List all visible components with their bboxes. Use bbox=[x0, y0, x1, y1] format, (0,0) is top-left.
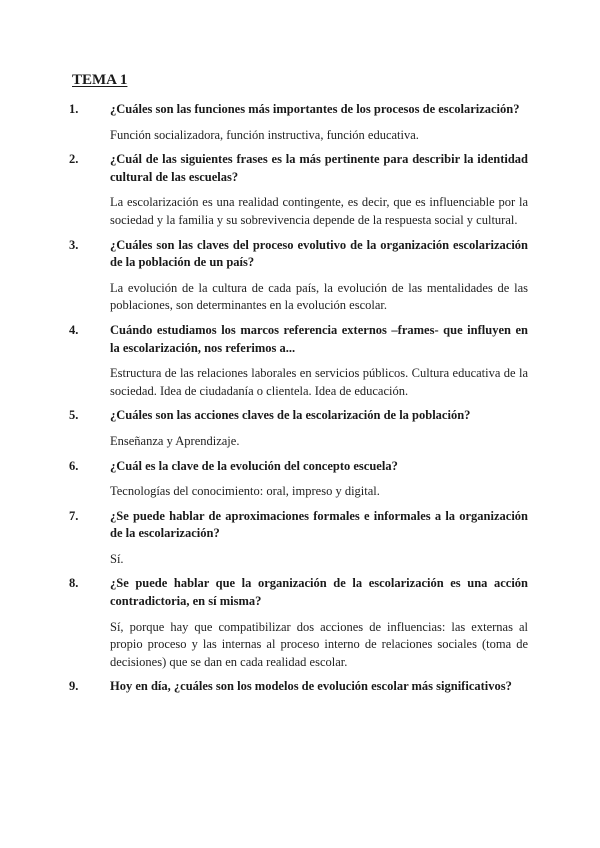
question-text: ¿Cuál de las siguientes frases es la más pertinente para describir la identidad cultural de las escuelas? bbox=[110, 152, 528, 184]
answer-text: La evolución de la cultura de cada país, la evolución de las mentalidades de las poblaciones, son determinantes en la evolución escolar. bbox=[110, 280, 528, 313]
page-title: TEMA 1 bbox=[72, 72, 128, 88]
question-number: 5. bbox=[69, 408, 79, 423]
answer-text: Sí, porque hay que compatibilizar dos acciones de influencias: las externas al propio proceso y las internas al proceso interno de relaciones sociales (toma de decisiones) que se dan en cada realidad escolar. bbox=[110, 619, 528, 669]
question-item-3 bbox=[69, 237, 528, 315]
question-item-1 bbox=[69, 101, 528, 144]
question-item-6 bbox=[69, 458, 528, 501]
question-item-8 bbox=[69, 575, 528, 671]
answer-text: Tecnologías del conocimiento: oral, impreso y digital. bbox=[110, 484, 380, 499]
question-item-2 bbox=[69, 151, 528, 229]
question-text: Cuándo estudiamos los marcos referencia externos –frames- que influyen en la escolarización, nos referimos a... bbox=[110, 322, 528, 355]
answer-text: Función socializadora, función instructiva, función educativa. bbox=[110, 127, 419, 142]
question-number: 1. bbox=[69, 102, 79, 116]
question-number: 4. bbox=[69, 322, 79, 337]
question-text: ¿Cuál es la clave de la evolución del concepto escuela? bbox=[110, 458, 398, 473]
question-text: ¿Cuáles son las claves del proceso evolutivo de la organización escolarización de la población de un país? bbox=[110, 237, 528, 270]
answer-text: Estructura de las relaciones laborales en servicios públicos. Cultura educativa de la sociedad. Idea de ciudadanía o clientela. Idea de educación. bbox=[110, 366, 528, 398]
question-item-7 bbox=[69, 508, 528, 569]
question-text: ¿Cuáles son las acciones claves de la escolarización de la población? bbox=[110, 408, 471, 423]
question-number: 9. bbox=[69, 679, 79, 694]
question-item-5 bbox=[69, 407, 528, 450]
answer-text: Sí. bbox=[110, 551, 124, 566]
question-item-4 bbox=[69, 322, 528, 400]
question-number: 3. bbox=[69, 237, 79, 252]
question-number: 7. bbox=[69, 508, 79, 523]
answer-text: Enseñanza y Aprendizaje. bbox=[110, 433, 240, 448]
question-text: ¿Se puede hablar que la organización de la escolarización es una acción contradictoria, en sí misma? bbox=[110, 576, 528, 609]
question-number: 2. bbox=[69, 152, 79, 167]
question-text: Hoy en día, ¿cuáles son los modelos de evolución escolar más significativos? bbox=[110, 679, 512, 694]
question-item-9 bbox=[69, 678, 528, 696]
question-text: ¿Se puede hablar de aproximaciones formales e informales a la organización de la escolarización? bbox=[110, 508, 528, 541]
question-text: ¿Cuáles son las funciones más importantes de los procesos de escolarización? bbox=[110, 102, 520, 116]
question-list bbox=[69, 101, 528, 704]
answer-text: La escolarización es una realidad contingente, es decir, que es influenciable por la sociedad y la familia y su sobrevivencia depende de la respuesta social y cultural. bbox=[110, 195, 528, 227]
question-number: 8. bbox=[69, 576, 79, 591]
question-number: 6. bbox=[69, 458, 79, 473]
